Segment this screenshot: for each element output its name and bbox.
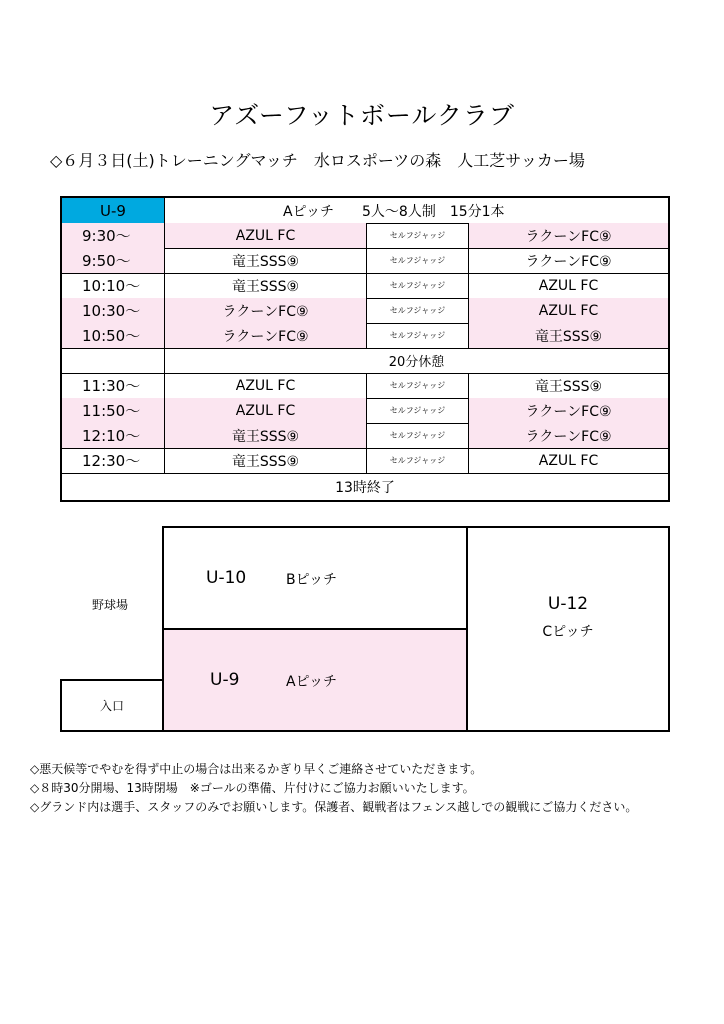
pitch-a <box>162 628 468 732</box>
break-time-cell <box>62 348 165 373</box>
away-team-cell: AZUL FC <box>538 452 599 469</box>
table-row <box>62 448 668 474</box>
time-cell: 10:10〜 <box>62 273 165 298</box>
end-label: 13時終了 <box>335 479 395 496</box>
time-cell: 12:30〜 <box>62 448 165 473</box>
pitch-c-team: U-12 <box>547 594 589 614</box>
away-team-cell: ラクーンFC⑨ <box>469 423 668 448</box>
away-team-cell: AZUL FC <box>469 298 668 323</box>
note-item: ◇悪天候等でやむを得ず中止の場合は出来るかぎり早くご連絡させていただきます。 <box>30 762 483 776</box>
time-cell: 9:30〜 <box>62 223 165 248</box>
home-team-cell: AZUL FC <box>165 223 367 248</box>
referee-cell: セルフジャッジ <box>367 248 469 273</box>
category-cell: U-9 <box>62 198 165 223</box>
break-row <box>62 348 668 374</box>
pitch-a-label: Aピッチ <box>286 674 338 690</box>
away-team-cell: ラクーンFC⑨ <box>525 253 612 270</box>
home-team-cell: ラクーンFC⑨ <box>165 323 367 348</box>
table-row <box>62 373 668 399</box>
page-subtitle: ◇６月３日(土)トレーニングマッチ 水ロスポーツの森 人工芝サッカー場 <box>50 151 585 170</box>
home-team-cell: 竜王SSS⑨ <box>165 248 367 273</box>
pitch-b-label: Bピッチ <box>286 572 338 588</box>
away-team-cell: 竜王SSS⑨ <box>534 378 603 395</box>
referee-cell: セルフジャッジ <box>367 448 469 473</box>
pitch-b-team: U-10 <box>206 568 247 588</box>
away-team-cell: 竜王SSS⑨ <box>469 323 668 348</box>
table-row <box>62 273 668 299</box>
referee-cell: セルフジャッジ <box>367 398 469 423</box>
entrance-box <box>60 679 164 732</box>
home-team-cell: 竜王SSS⑨ <box>165 423 367 448</box>
time-cell: 9:50〜 <box>62 248 165 273</box>
table-row <box>62 223 668 249</box>
time-cell: 10:30〜 <box>62 298 165 323</box>
referee-cell: セルフジャッジ <box>367 373 469 398</box>
note-item: ◇８時30分開場、13時閉場 ※ゴールの準備、片付けにご協力お願いいたします。 <box>30 781 475 795</box>
pitch-a-team: U-9 <box>210 670 240 690</box>
away-team-cell: ラクーンFC⑨ <box>469 223 668 248</box>
home-team-cell: AZUL FC <box>165 398 367 423</box>
time-cell: 11:50〜 <box>62 398 165 423</box>
home-team-cell: 竜王SSS⑨ <box>165 273 367 298</box>
table-row <box>62 248 668 274</box>
referee-cell: セルフジャッジ <box>367 273 469 298</box>
away-team-cell: ラクーンFC⑨ <box>469 398 668 423</box>
time-cell: 11:30〜 <box>62 373 165 398</box>
referee-cell: セルフジャッジ <box>367 223 469 248</box>
pitch-format-cell: Aピッチ 5人〜8人制 15分1本 <box>283 203 505 220</box>
page-title: アズーフットボールクラブ <box>209 101 515 130</box>
home-team-cell: AZUL FC <box>165 373 367 398</box>
pitch-c-label: Cピッチ <box>542 624 594 640</box>
referee-cell: セルフジャッジ <box>367 423 469 448</box>
pitch-c <box>466 526 670 732</box>
home-team-cell: ラクーンFC⑨ <box>165 298 367 323</box>
time-cell: 10:50〜 <box>62 323 165 348</box>
table-row <box>62 323 668 349</box>
entrance-label: 入口 <box>99 699 124 713</box>
table-row <box>62 423 668 449</box>
break-label: 20分休憩 <box>388 355 445 370</box>
note-item: ◇グランド内は選手、スタッフのみでお願いします。保護者、観戦者はフェンス越しでの観戦にご協力ください。 <box>30 800 638 814</box>
schedule-table <box>60 196 670 502</box>
home-team-cell: 竜王SSS⑨ <box>165 448 367 473</box>
table-row <box>62 298 668 324</box>
table-row <box>62 398 668 424</box>
baseball-field-label: 野球場 <box>92 598 129 612</box>
away-team-cell: AZUL FC <box>538 277 599 294</box>
end-row <box>62 473 668 500</box>
notes-block <box>30 760 637 817</box>
table-header-row <box>62 198 668 224</box>
pitch-b <box>162 526 468 630</box>
referee-cell: セルフジャッジ <box>367 323 469 348</box>
referee-cell: セルフジャッジ <box>367 298 469 323</box>
time-cell: 12:10〜 <box>62 423 165 448</box>
